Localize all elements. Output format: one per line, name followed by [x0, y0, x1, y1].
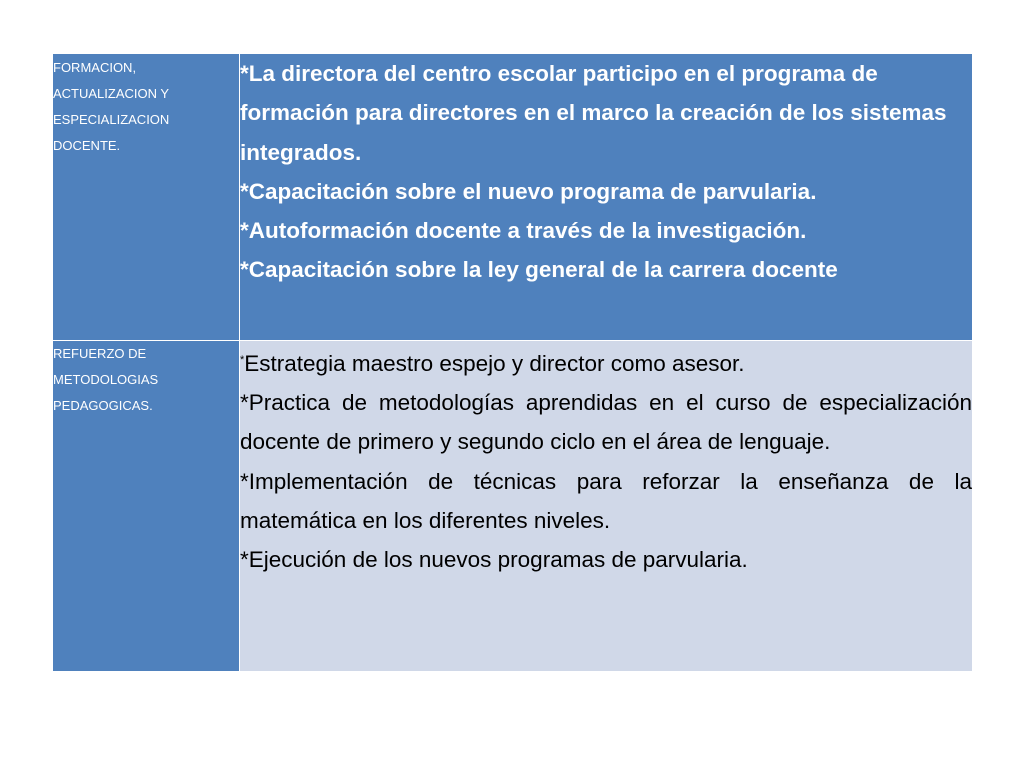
- row-content-cell: [240, 341, 973, 672]
- row-label-cell: [53, 341, 240, 672]
- row-content-cell: [240, 54, 973, 341]
- list-item: *Capacitación sobre el nuevo programa de parvularia.: [240, 178, 817, 204]
- list-item: *Implementación de técnicas para reforzar la enseñanza de la matemática en los diferentes niveles.: [240, 468, 972, 533]
- list-item: *Capacitación sobre la ley general de la carrera docente: [240, 257, 838, 283]
- list-item: *La directora del centro escolar participo en el programa de formación para directores en el marco la creación de los sistemas integrados.: [240, 61, 947, 165]
- row-label-formacion: FORMACION, ACTUALIZACION Y ESPECIALIZACION DOCENTE.: [53, 60, 170, 153]
- table-row: [53, 341, 973, 672]
- row-label-cell: [53, 54, 240, 341]
- list-item: *Autoformación docente a través de la investigación.: [240, 218, 807, 244]
- list-item: *Ejecución de los nuevos programas de parvularia.: [240, 547, 748, 573]
- list-item: [240, 341, 972, 383]
- row-label-refuerzo: REFUERZO DE METODOLOGIAS PEDAGOGICAS.: [53, 346, 159, 413]
- list-item-text: Estrategia maestro espejo y director como asesor.: [244, 351, 745, 376]
- content-table: [52, 53, 973, 672]
- list-item: *Practica de metodologías aprendidas en el curso de especialización docente de primero y segundo ciclo en el área de lenguaje.: [240, 390, 972, 455]
- table-row: [53, 54, 973, 341]
- bullet-star: *: [240, 354, 245, 366]
